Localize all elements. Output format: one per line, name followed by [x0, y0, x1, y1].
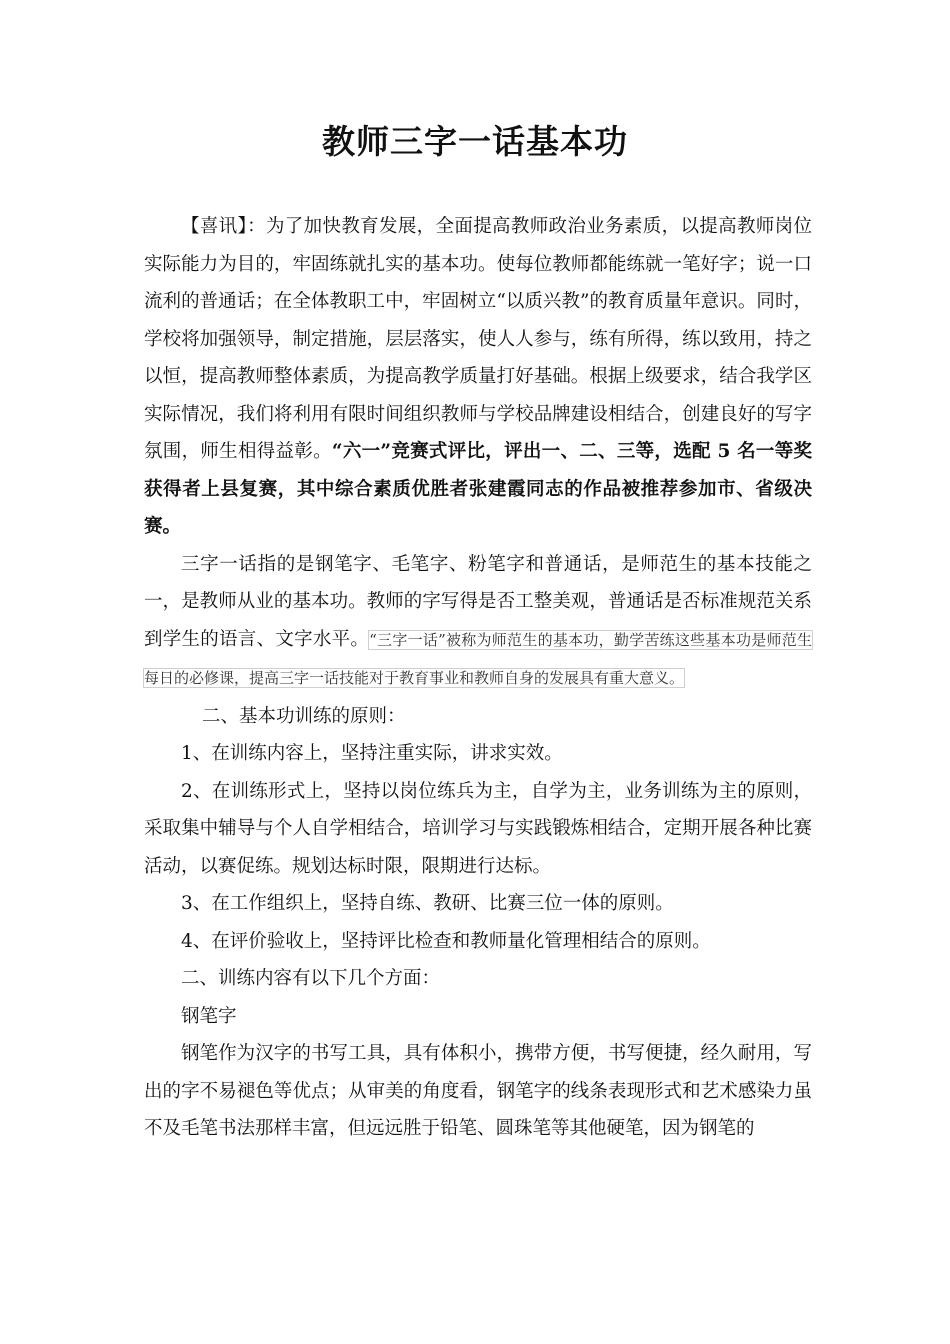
definition-text: 三字一话指的是钢笔字、毛笔字、粉笔字和普通话，是师范生的基本技能之一，是教师从业的基本功。教师的字写得是否工整美观，普通话是否标准规范关系到学生的语言、文字水平。	[144, 553, 812, 650]
principle-item: 4、在评价验收上，坚持评比检查和教师量化管理相结合的原则。	[181, 930, 711, 952]
principles-heading: 二、基本功训练的原则：	[202, 705, 406, 727]
pen-heading: 钢笔字	[181, 1005, 237, 1027]
intro-text: 【喜讯】：为了加快教育发展，全面提高教师政治业务素质，以提高教师岗位实际能力为目的，牢固练就扎实的基本功。使每位教师都能练就一笔好字；说一口流利的普通话；在全体教职工中，牢固树立“以质兴教”的教育质量年意识。同时，学校将加强领导，制定措施，层层落实，使人人参与，练有所得，练以致用，持之以恒，提高教师整体素质，为提高教学质量打好基础。根据上级要求，结合我学区实际情况，我们将利用有限时间组织教师与学校品牌建设相结合，创建良好的写字氛围，师生相得益彰。	[144, 216, 812, 462]
quote-box: “三字一话”被称为师范生的基本功，勤学苦练这些基本功是师范生每日的必修课，提高三字一话技能对于教育事业和教师自身的发展具有重大意义。	[144, 630, 812, 687]
document-body	[144, 208, 812, 1148]
intro-paragraph	[144, 208, 812, 546]
intro-bold-text: “六一”竞赛式评比，评出一、二、三等，选配 5 名一等奖获得者上县复赛，其中综合素质优胜者张建霞同志的作品被推荐参加市、省级决赛。	[144, 441, 812, 537]
pen-paragraph: 钢笔作为汉字的书写工具，具有体积小，携带方便，书写便捷，经久耐用，写出的字不易褪色等优点；从审美的角度看，钢笔字的线条表现形式和艺术感染力虽不及毛笔书法那样丰富，但远远胜于铅笔、圆珠笔等其他硬笔，因为钢笔的	[144, 1043, 812, 1139]
definition-paragraph	[144, 546, 812, 698]
principle-item: 1、在训练内容上，坚持注重实际，讲求实效。	[181, 743, 563, 764]
page-title: 教师三字一话基本功	[322, 122, 628, 161]
principle-item: 3、在工作组织上，坚持自练、教研、比赛三位一体的原则。	[181, 893, 674, 914]
principle-item: 2、在训练形式上，坚持以岗位练兵为主，自学为主，业务训练为主的原则，采取集中辅导与个人自学相结合，培训学习与实践锻炼相结合，定期开展各种比赛活动，以赛促练。规划达标时限，限期进行达标。	[144, 780, 812, 877]
content-heading: 二、训练内容有以下几个方面：	[181, 968, 441, 989]
